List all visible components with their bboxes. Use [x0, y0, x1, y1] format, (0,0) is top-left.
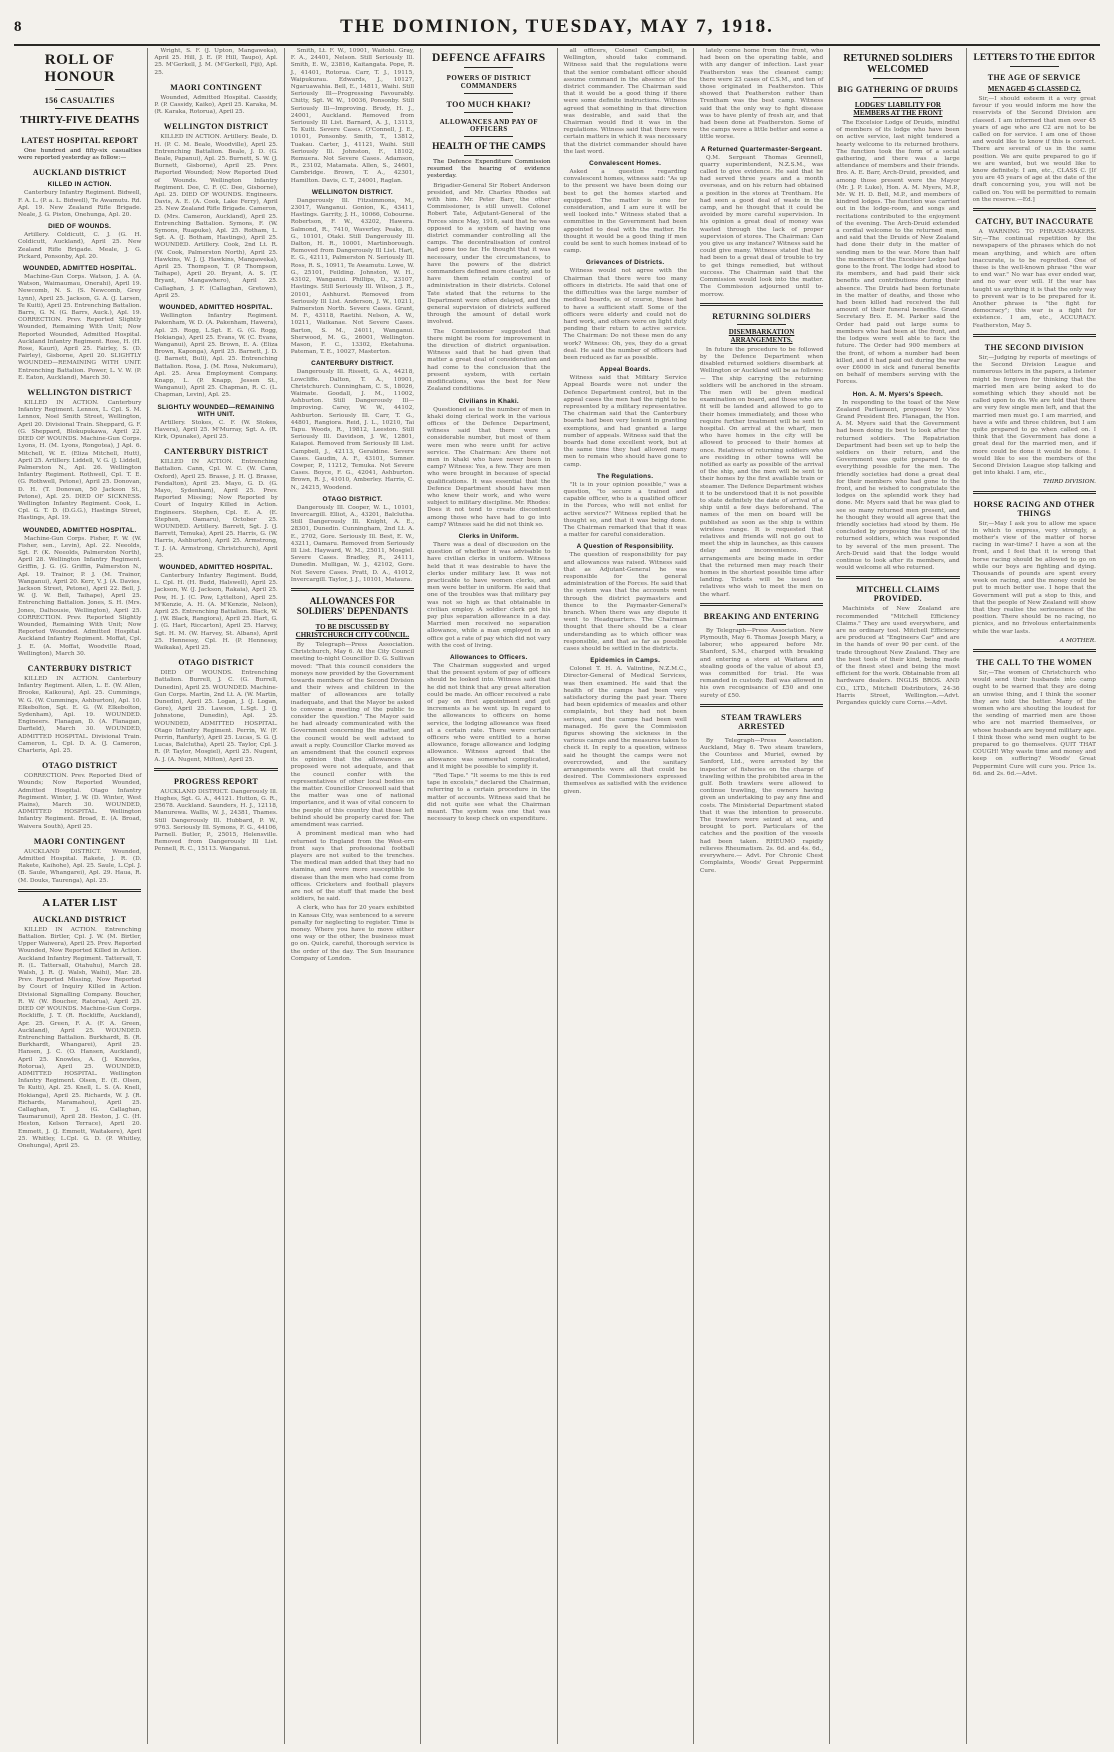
- columns: [12, 48, 1102, 1744]
- casualty-intro: One hundred and fifty-six casualties were reported yesterday as follow:—: [18, 148, 142, 162]
- canterbury-district-heading: CANTERBURY DISTRICT: [27, 663, 132, 673]
- column-6: lately come home from the front, who had been on the operating table, and with any danger of infection. Last year Featherston was the cleanest camp; there were 23 cases of C.S.M., and ten of those originated in Featherston. This showed that Featherston rather than Trentham was the best camp. Witness said that the only way to fight disease was to have plenty of fresh air, and that had been done at Featherston. Some of the camps were a little better and some a little worse. A Returned Quartermaster-Sergeant. Q.M. Sergeant Thomas Grennell, quarry superintendent, N.Z.S.M., was called to give evidence. He said that he had served three years and a month overseas, and on his return had obtained a position in the stores at Trentham. He had seen a good deal of waste in the camp, and he thought that it could be avoided by more careful supervision. In his opinion a great deal of money was wasted through the lack of proper supervision of stores. The Chairman: Can you give us any instance? Witness said he could give many. Witness stated that he had been to a great deal of trouble to try to get things remedied, but without success. The Chairman said that the Commission would look into the matter. The Commission adjourned until to-morrow. RETURNING SOLDIERS DISEMBARKATION ARRANGEMENTS. In future the procedure to be followed by the Defence Department when disabled returned soldiers disembark at Wellington or Auckland will be as follows:— The ship carrying the returning soldiers will be anchored in the stream. The men will be given medical examination on board, and those who are fit will be landed and allowed to go to their homes immediately, and those who require further treatment will be sent to hospital. On arrival at the wharf, men who have homes in the city will be allowed to proceed to their homes at once. Relatives of returning soldiers who are residing in other towns will be notified as early as possible of the arrival of the ship, and the men will be sent to their homes by the first available train or steamer. The Defence Department wishes it to be understood that it is not possible to state definitely the date of arrival of a ship until a few days beforehand. The names of the men on board will be published as soon as the ship is within wireless range. It is requested that relatives and friends will not go out to meet the ship in launches, as this causes delay and inconvenience. The arrangements are being made in order that the returned men may reach their homes in the shortest possible time after landing. Tickets will be issued to relatives who wish to meet the men on the wharf. BREAKING AND ENTERING By Telegraph—Press Association. New Plymouth, May 6. Thomas Joseph Mary, a laborer, who appeared before Mr. Stanford, S.M., charged with breaking and entering a store at Waitara and stealing goods of the value of about £5, was committed for trial. He was remanded in custody. Bail was allowed in his own recognisance of £50 and one surety of £50. STEAM TRAWLERS ARRESTED By Telegraph—Press Association. Auckland, May 6. Two steam trawlers, the Countess and Muriel, owned by Sanford, Ltd., were arrested by the inspector of fisheries on the charge of trawling within the prohibited area in the gulf. Both trawlers were allowed to continue trawling, the owners having given an undertaking to pay any fine and costs. The Ministerial Department stated that it was the intention to prosecute. The trawlers were seized at sea, and brought to port. Particulars of the catches and the position of the vessels had been taken. RHEUMO rapidly relieves Rheumatism. 2s. 6d. and 4s. 6d., everywhere.— Advt. For Chronic Chest Complaints, Woods' Great Peppermint Cure.: [694, 48, 830, 1744]
- column-3: Smith, Lt. F. W., 10901, Waitohi. Gray, F. A., 24401, Nelson. Still Seriously Ill. Smith, E. W., 23816, Kaitangata. Pope, R. J., 41401, Rotorua. Carr, T. J., 19115, Waipukurau. Edwards, J., 10127, Ngaruawahia. Bell, E., 14811, Waihi. Still Seriously Ill—Progressing Favourably. Chitty, Sgt. W. W., 10036, Ponsonby. Still Seriously Ill—Improving. Brody, H. J., 24001, Auckland. Removed from Seriously Ill List. Barnard, A. J., 13113, Te Kuiti. Severe Cases. O'Connell, J. E., 10101, Ponsonby. Smith, T., 13812, Tuakau. Carter, J., 41121, Waihi. Still Seriously Ill. Johnston, F., 18102, Remuera. Not Severe Cases. Adamson, R., 23102, Matamata. Allen, S., 24601, Cambridge. Brown, T. A., 42301, Hamilton. Davis, C. T., 24001, Raglan. WELLINGTON DISTRICT. Dangerously Ill. Fitzsimmons, M., 23017, Wanganui. Gonion, K., 43411, Hastings. Garrity, J. H., 10066, Cobourne. Robertson, F. W., 43202, Hawera. Salmond, R., 7410, Waverley. Peake, D. G., 10101, Otaki. Still Dangerously Ill. Dalton, H. R., 10001, Martinborough. Removed from Dangerously Ill List. Hart, E. G., 42111, Palmerston N. Seriously Ill. Ross, R. S., 10911, Te Awamutu. Lowe, W. G., 25101, Feilding. Johnston, W. H., 43102, Wanganui. Phillips, D., 23107, Hastings. Still Seriously Ill. Wilson, J. R., 20101, Ashhurst. Removed from Seriously Ill List. Anderson, J. W., 10211, Palmerston North. Severe Cases. Grant, M. F., 43118, Raetihi. Nelson, A. W., 10211, Waikanae. Not Severe Cases. Barton, S. M., 24011, Wanganui. Sherwood, M. G., 26001, Wellington. Mason, F. C., 13302, Eketahuna. Pateman, T. E., 10027, Masterton. CANTERBURY DISTRICT. Dangerously Ill. Rissett, G. A., 44218, Lowcliffe. Dalton, T. A., 10901, Christchurch. Cunningham, C. S., 18026, Waimate. Goodall, J. M., 11002, Ashburton. Still Dangerously Ill—Improving. Carey, W. W., 44102, Ashburton. Seriously Ill. Carr, T. G., 44801, Rangiora. Reid, J. L., 10210, Tai Tapu. Woods, R., 19812, Leeston. Still Seriously Ill. Davidson, J. W., 12801, Kaiapoi. Removed from Seriously Ill List. Campbell, J., 42113, Geraldine. Severe Cases. Gaudin, A. F., 43101, Sumner. Cowper, P., 11212, Temuka. Not Severe Cases. Boyce, F. G., 42041, Ashburton. Brown, R. J., 41010, Amberley. Harris, C. N., 24215, Woodend. OTAGO DISTRICT. Dangerously Ill. Cooper, W. L., 10101, Invercargill. Elliot, A., 43201, Balclutha. Still Dangerously Ill. Knight, A. E., 28301, Dunedin. Cunningham, 2nd Lt. A. E., 2702, Gore. Seriously Ill. Best, E. W., 43211, Oamaru. Removed from Seriously Ill List. Hayward, W. M., 25011, Mosgiel. Severe Cases. Bradley, R., 24111, Dunedin. Mulligan, W. J., 42102, Gore. Not Severe Cases. Pratt, D. A., 41012, Invercargill. Taylor, J. J., 10101, Mataura. ALLOWANCES FOR SOLDIERS' DEPENDANTS TO BE DISCUSSED BY CHRISTCHURCH CITY COUNCIL. By Telegraph—Press Association. Christchurch, May 6. At the City Council meeting to-night Councillor D. G. Sullivan moved: "That this council considers the moneys now provided by the Government towards members of the Second Division and their wives and children in the matter of allowances are totally inadequate, and that the Mayor be asked to convene a meeting of the public to consider the question." The Mayor said he had already communicated with the Government concerning the matter, and the council would be well advised to await a reply. Councillor Clarke moved as an amendment that the council express its opinion that the allowances as proposed were not adequate, and that the council confer with the representatives of other local bodies on the matter. Councillor Cresswell said that the matter was one of national importance, and it was of vital concern to the people of this country that those left behind should be properly cared for. The amendment was carried. A prominent medical man who had returned to England from the West-ern front says that professional football players are not suited to the trenches. The medical man added that they had no stamina, and were more susceptible to disease than the men who had come from offices. Cricketers and football players are not of the stuff that made the best soldiers, he said. A clerk, who has for 20 years exhibited in Kansas City, was sentenced to a severe penalty for neglecting to register. Time is money. Where you have to move either one way or the other, the business must go on. Quick, careful, thorough service is the order of the day. The Sun Insurance Company of London.: [285, 48, 421, 1744]
- wellington-district-heading: WELLINGTON DISTRICT: [27, 388, 132, 398]
- horse-racing-subhead: HORSE RACING AND OTHER THINGS: [973, 499, 1095, 518]
- returned-qm-sergeant: A Returned Quartermaster-Sergeant.: [700, 145, 823, 153]
- convalescent-homes: Convalescent Homes.: [589, 160, 662, 168]
- progress-report-heading: PROGRESS REPORT: [173, 776, 259, 786]
- civilians-in-khaki: Civilians in Khaki.: [458, 397, 520, 405]
- catchy-inaccurate-subhead: CATCHY, BUT INACCURATE: [975, 217, 1094, 227]
- allowances-to-officers: Allowances to Officers.: [450, 654, 528, 661]
- canterbury-district-heading-2: CANTERBURY DISTRICT: [163, 447, 269, 457]
- maori-contingent-heading-2: MAORI CONTINGENT: [170, 82, 262, 92]
- breaking-entering-heading: BREAKING AND ENTERING: [703, 611, 820, 621]
- call-women-subhead: THE CALL TO THE WOMEN: [976, 658, 1093, 667]
- later-list-heading: A LATER LIST: [42, 896, 118, 909]
- returned-soldiers-headline: RETURNED SOLDIERS WELCOMED: [843, 53, 953, 75]
- allowances-deck: TO BE DISCUSSED BY CHRISTCHURCH CITY COUNCIL.: [295, 623, 410, 640]
- third-division-signature: THIRD DIVISION.: [1042, 479, 1096, 486]
- lodges-deck: LODGES' LIABILITY FOR MEMBERS AT THE FRONT: [853, 101, 943, 117]
- powers-subhead: POWERS OF DISTRICT COMMANDERS: [446, 74, 531, 90]
- hospital-report-subhead: LATEST HOSPITAL REPORT: [21, 136, 139, 145]
- clerks-in-uniform: Clerks in Uniform.: [458, 532, 520, 540]
- masthead: [14, 10, 1100, 46]
- deaths-subhead: THIRTY-FIVE DEATHS: [20, 114, 140, 126]
- column-2: Wright, S. F. (J. Upton, Mangaweka), April 25. Hill, J. E. (P. Hill, Taupo), Apl. 25. M'Gerkell, J. M. (M'Gerkell, Fiji), Apl. 25. MAORI CONTINGENT Wounded, Admitted Hospital. Cassidy, P. (P. Cassidy, Kaiko), April 25. Karaka, M. (R. Karaka, Rotorua), April 25. WELLINGTON DISTRICT KILLED IN ACTION. Artillery. Beale, D. H. (P. C. M. Beale, Woodville), April 25. Entrenching Battalion. Beale, J. D. (G. Beale, Papanui), Apl. 25. Burnett, S. W. (J. Burnett, Gisborne), April 25. Prev. Reported Wounded; Now Reported Died of Wounds. Wellington Infantry Regiment. Dee, C. F. (C. Dee, Gisborne), Apl. 25. DIED OF WOUNDS. Engineers. Davis, A. E. (A. Cook, Lake Ferry), April 25. New Zealand Rifle Brigade. Cameron, D. (Mrs. Cameron, Auckland), April 25. Entrenching Battalion. Symons, F. (W. Symons, Ruapuke), Apl. 25. Rotham, L. Sgt. A. (J. Botham, Hastings), April 25. WOUNDED. Artillery. Cook, 2nd Lt. R. (W. Cook, Palmerston North), April 25. Hawkins, W. J. (J. Hawkins, Mangaweka), April 25. Thompson, T. (P. Thompson, Taihape), April 20. Bryant, A. S. (T. Bryant, Mangawhero), April 25. Callaghan, J. F. (Callaghan, Gretown), April 25. WOUNDED, ADMITTED HOSPITAL. Wellington Infantry Regiment. Pakenham, W. D. (A. Pakenham, Hawera), Apl. 25. Rogg, L.Sgt. E. G. (G. Rogg, Hokianga), April 25. Evans, W. (C. Evans, Wanganui), April 25. Brown, E. A. (Eliza Brown, Kaponga), April 25. Barnett, J. D. (J. Barnett, Bull), Apl. 25. Entrenching Battalion. Rosa, J. (M. Rosa, Nukumaru), Apl. 25. Area Employment Company. Knapp, L. (P. Knapp, Jessen St., Wanganui), April 25. Chapman, R. C. (L. Chapman, Levin), Apl. 25. SLIGHTLY WOUNDED—REMAINING WITH UNIT. Artillery. Stokes, C. F. (W. Stokes, Havera), April 25. M'Murray, Sgt. A. (R. Kirk, Opunake), April 25. CANTERBURY DISTRICT KILLED IN ACTION. Entrenching Battalion. Cann, Cpl. W. C. (W. Cann, Oxford), April 25. Brasse, J. H. (J. Brasse, Fendalton), April 25. Mayo, G. D. (G. Mayo, Sydenham), April 25. Prev. Reported Missing; Now Reported by Court of Inquiry Killed in Action. Engineers. Stephen, Cpl. E. A. (E. Stephen, Oamaru), October 25. WOUNDED. Artillery. Barrett, Sgt. J. (J. Barrett, Temuka), April 25. Harris, G. (W. Harris, Ashburton), April 25. Armstrong, T. J. (A. Armstrong, Christchurch), April 25. WOUNDED, ADMITTED HOSPITAL. Canterbury Infantry Regiment. Budd, L. Cpl. H. (H. Budd, Halswell), April 25. Jackson, W. (J. Jackson, Rakaia), April 25. Pow, H. J. (C. Pow, Lyttelton), April 25. M'Kenzie, A. H. (A. M'Kenzie, Nelson), April 25. Entrenching Battalion. Black, W. J. (W. Black, Rangiora), April 25. Hart, G. J. (G. Hart, Riccarton), April 25. Harvey, Sgt. H. M. (W. Harvey, St. Albans), April 25. Hennessy, Cpl. H. (P. Hennessy, Waikaka), April 25. OTAGO DISTRICT DIED OF WOUNDS. Entrenching Battalion. Burrell, J. C. (G. Burrell, Dunedin), April 25. WOUNDED. Machine-Gun Corps. Martin, 2nd Lt. A. (W. Martin, Dunedin), April 25. Logan, J. (J. Logan, Gore), April 25. Lawson, L.Sgt. J. (J. Johnstone, Dunedin), Apl. 25. WOUNDED, ADMITTED HOSPITAL. Otago Infantry Regiment. Perrin, W. (F. Perrin, Ranfurly), April 25. Lucas, S. G. (J. Lucas, Balclutha), April 25. Taylor, Cpl. J. R. (P. Taylor, Mosgiel), April 25. Nugent, A. J. (A. Nugent, Milton), April 25. PROGRESS REPORT AUCKLAND DISTRICT. Dangerously Ill. Hughes, Sgt. G. A., 44121. Hutton, G. R., 25678. Auckland. Saunders, H. J., 12118, Manurewa. Wallis, W. J., 24381, Thames. Still Dangerously Ill. Hubbard, P. W., 9763. Seriously Ill. Symons, F. G., 44106, Parnell. Butler, P., 25015, Helensville. Removed from Dangerously Ill List. Pennell, R. C., 15113. Wanganui.: [148, 48, 284, 1744]
- age-of-service-deck: MEN AGED 45 CLASSED C2.: [987, 85, 1081, 93]
- page-number: 8: [14, 18, 22, 35]
- mother-signature: A MOTHER.: [1059, 637, 1096, 644]
- masthead-title: THE DOMINION, TUESDAY, MAY 7, 1918.: [340, 16, 774, 37]
- defence-lead: The Defence Expenditure Commission resumed the hearing of evidence yesterday.: [427, 159, 551, 180]
- defence-affairs-headline: DEFENCE AFFAIRS: [431, 52, 546, 64]
- casualties-subhead: 156 CASUALTIES: [44, 96, 115, 105]
- maori-contingent-heading: MAORI CONTINGENT: [33, 836, 126, 846]
- the-regulations: The Regulations.: [597, 472, 654, 480]
- too-much-khaki-subhead: TOO MUCH KHAKI?: [446, 100, 532, 109]
- column-4: DEFENCE AFFAIRS POWERS OF DISTRICT COMMANDERS TOO MUCH KHAKI? ALLOWANCES AND PAY OF OFFICERS HEALTH OF THE CAMPS The Defence Expenditure Commission resumed the hearing of evidence yesterday. Brigadier-General Sir Robert Anderson presided, and Mr. Charles Rhodes sat with him. Mr. Peter Barr, the other Commissioner, is still unwell. Colonel Robert Tate, Adjutant-General of the Forces since May, 1916, said that he was opposed to a system of having one district commander controlling all the camps. The decentralisation of control had gone too far. He thought that it was necessary, under the circumstances, to have the powers of the district commanders defined more clearly, and to have them retain control of administration in their districts. Colonel Tate stated that the returns to the Department were often delayed, and the general supervision of districts suffered through the amount of detail work involved. The Commissioner suggested that there might be room for improvement in the direction of district organisation. Witness said that he had given that matter a great deal of consideration and had come to the conclusion that the present system, with certain modifications, was the best for New Zealand conditions. Civilians in Khaki. Questioned as to the number of men in khaki doing clerical work in the various offices of the Defence Department, witness said that there were a considerable number, but most of them were men who were unfit for active service. The Chairman: Are there not men in khaki who have never been in camp? Witness: Yes, a few. They are men who were brought in because of special qualifications. It was essential that the Defence Department should have men who knew their work, and who were subject to military discipline. Mr. Rhodes: Does it not tend to create discontent among those who have had to go into camp? Witness said he did not think so. Clerks in Uniform. There was a deal of discussion on the question of whether it was advisable to have civilian clerks in uniform. Witness held that it was desirable to have the clerks under military law. It was not practicable to have women clerks, and men were better in uniform. He said that one of the troubles was that military pay was not so high as that obtainable in civilian employ. A soldier clerk got his pay plus separation allowance in a day. Married men received no separation allowance, while a man employed in an office got a rate of pay which did not vary with the cost of living. Allowances to Officers. The Chairman suggested and urged that the present system of pay of officers should be looked into. Witness said that he did not think that any great alteration could be made. An officer received a rate of pay on first appointment and got increments as he went up. In regard to the allowances to officers on home service, the lodging allowance was fixed at a certain rate. There were certain officers who were entitled to a horse allowance, forage allowance and lodging allowance. Witness agreed that the allowance was somewhat complicated, and it might be possible to simplify it. "Red Tape." "It seems to me this is red tape in excelsis," declared the Chairman, referring to a certain procedure in the matter of accounts. Witness said that he did not quite see what the Chairman meant. The system was one that was necessary to keep check on expenditure.: [421, 48, 557, 1744]
- letters-editor-headline: LETTERS TO THE EDITOR: [973, 53, 1096, 63]
- wellington-district-heading-2: WELLINGTON DISTRICT: [163, 122, 269, 132]
- column-8: LETTERS TO THE EDITOR THE AGE OF SERVICE MEN AGED 45 CLASSED C2. Sir,—I should esteem it a very great favour if you would inform me how the reservists of the Second Division are classed. I am informed that men over 45 years of age who are C2 are not to be called on for service. I am one of those and would like to know if this is correct. There are several of us in the same position. We are quite prepared to go if we are wanted, but we would like to know definitely. I am, etc., CLASS C. [If you are 45 years of age at the date of the draft concerning you, you will not be called on. You will be permitted to remain on the reserve.—Ed.] CATCHY, BUT INACCURATE A WARNING TO PHRASE-MAKERS. Sir,—The continual repetition by the newspapers of the phrases which do not mean anything, and which are often inaccurate, is to be regretted. One of these is the well-known phrase "the war to end war." No war has ever ended war, and no war ever will. If the war has taught us anything it is that the only way to prevent war is to be prepared for it. Another phrase is "the fight for democracy"; this war is a fight for existence. I am, etc., ACCURACY. Featherston, May 5. THE SECOND DIVISION Sir,—Judging by reports of meetings of the Second Division League and numerous letters in the papers, a listener might be forgiven for thinking that the married men are being asked to do something which they should not be called upon to do. We are told that there are very few single men left, and that the married men must go. I am married, and have a wife and three children, but I am quite prepared to go when called on. I think that the Government has done a great deal for the married men, and if more could be done it would be done. I would like to see the members of the Second Division League stop talking and get into khaki. I am, etc., THIRD DIVISION. HORSE RACING AND OTHER THINGS Sir,—May I ask you to allow me space in which to express, very strongly, a mother's view of the matter of horse racing in war-time? I have a son at the front, and I feel that it is wrong that horse racing should be allowed to go on while our boys are fighting and dying. Thousands of pounds are spent every week on racing, and the money could be put to much better use. I hope that the Government will put a stop to this, and that the people of New Zealand will show that they realise the seriousness of the position. There should be no racing, no picnics, and no frivolous entertainments while the war lasts. A MOTHER. THE CALL TO THE WOMEN Sir,—The women of Christchurch who would send their husbands into camp ought to be warned that they are doing an unwise thing, and I think the sooner they are told the better. Many of the women who are shouting the loudest for the sending of married men are those who are not married themselves, or whose husbands are beyond military age. I think those who send men ought to be prepared to go themselves. QUIT THAT COUGH! Why waste time and money and keep on suffering? Woods' Great Peppermint Cure will cure you. Price 1s. 6d. and 2s. 6d.—Advt.: [972, 53, 1096, 777]
- allowances-headline: ALLOWANCES FOR SOLDIERS' DEPENDANTS: [296, 596, 409, 617]
- allowances-pay-subhead: ALLOWANCES AND PAY OF OFFICERS: [439, 119, 538, 133]
- otago-district-heading-2: OTAGO DISTRICT: [178, 658, 254, 668]
- grievances-of-districts: Grievances of Districts.: [585, 259, 665, 267]
- epidemics-in-camps: Epidemics in Camps.: [590, 657, 661, 665]
- killed-label: KILLED IN ACTION.: [47, 181, 112, 189]
- steam-trawlers-heading: STEAM TRAWLERS ARRESTED: [721, 712, 802, 731]
- second-division-subhead: THE SECOND DIVISION: [984, 342, 1084, 352]
- auckland-district-heading: AUCKLAND DISTRICT: [32, 168, 127, 178]
- question-of-responsibility: A Question of Responsibility.: [576, 543, 674, 551]
- myers-speech: Hon. A. M. Myers's Speech.: [852, 390, 944, 398]
- returning-soldiers-heading: RETURNING SOLDIERS: [712, 311, 811, 321]
- column-1: ROLL OF HONOUR 156 CASUALTIES THIRTY-FIVE DEATHS LATEST HOSPITAL REPORT One hundred and fifty-six casualties were reported yesterday as follow:— AUCKLAND DISTRICT KILLED IN ACTION. Canterbury Infantry Regiment. Bidwell, F. A. L. (P. a. L. Bidwell), Te Awamutu. Rd. Apl. 19. New Zealand Rifle Brigade. Neale, J. G. Piston, Onehunga, Apl. 20. DIED OF WOUNDS. Artillery. Coldicutt, C. J. (G. H. Coldicutt, Auckland), April 25. New Zealand Rifle Brigade. Meale, J. G. Pickard, Ponsonby, Apl. 20. WOUNDED, ADMITTED HOSPITAL. Machine-Gun Corps. Watson, J. A. (A. Watson, Waimaumau, Onerahi), April 19. Newcomb, N. S. (S. Newcomb, Grey Lynn), April 25. Jackson, G. A. (J. Larsen, Te Kuiti), April 25. Entrenching Battalion. Barrs, G. N. (G. Barrs, Auck.), Apl. 19. CORRECTION. Prev. Reported Slightly Wounded, Remaining With Unit; Now Reported Wounded, Admitted Hospital. Auckland Infantry Regiment. Rose, H. (H. Rose, Kauri), April 25. Fairley, S. (D. Fairley), Gisborne, April 20. SLIGHTLY WOUNDED—REMAINING WITH UNIT. Entrenching Battalion. Power, L. V. W. (P. E. Eaton, Auckland), March 30. WELLINGTON DISTRICT KILLED IN ACTION. Canterbury Infantry Regiment. Lennox, L. Cpl. S. M. Lennox, Noel Smith Street, Wellington, April 20. Divisional Train. Sheppard, G. F. (G. Sheppard, Blokupukawa, April 22. DIED OF WOUNDS. Machine-Gun Corps. Lyons, H. (M. Lyons, Rongotea), J Apl. 6. Mitchell, W. E. (Eliza Mitchell, Hutt), April 25. Artillery. Liddell, V. G. (J. Liddell, Palmerston N., Apl. 26. Wellington Infantry Regiment. Rothwell, Cpl. T. E. (G. Rothwell, Petone), April 25. Donovan, D. H. (T. Donovan, 50 Jackson St., Petone), Apl. 25. DIED OF SICKNESS. Wellington Infantry Regiment. Cook, L. Cpl. G. T. D. (D.G.G.), Hastings Street, Hastings, Apl. 19. WOUNDED, ADMITTED HOSPITAL. Machine-Gun Corps. Fisher, F. W. (W. Fisher, sen., Levin), Apl. 22. Neeolds, Sgt. F. (K. Neeolds, Palmerston North), April 28. Wellington Infantry Regiment. Griffin, J. G. (G. Griffin, Palmerston N., Apl. 19. Trainor, P. J. (M. Trainor, Wanganui), April 20. Kerr, V. J. (A. Davies, Jackson Street, Petone), April 22. Bell, J. W. (J. W. Bell, Taihape), April 25. Entrenching Battalion. Jones, S. H. (Mrs. Jones, Dalhousie, Wellington), April 25. CORRECTION. Prev. Reported Slightly Wounded, Remaining With Unit; Now Reported Wounded. Admitted Hospital. Auckland Infantry Regiment. Moffat, Cpl. J. E. (A. Moffat, Woodville Road, Wellington), March 30. CANTERBURY DISTRICT KILLED IN ACTION. Canterbury Infantry Regiment. Allen, L. E. (W. Allen, Brooke, Kaikoura), Apl. 25. Cummings, W. G. (W. Cummings, Ashburton), Apl. 10. Elkebolton, Sgt. E. G. (W. Elkebolton, Sydenham), Apl. 19. WOUNDED. Engineers. Flanagan, D. (A. Flanagan, Darfield), March 30. WOUNDED, ADMITTED HOSPITAL. Divisional Train. Cameron, L. Cpl. D. A. (J. Cameron, Charteris, Apl. 25. OTAGO DISTRICT CORRECTION. Prev. Reported Died of Wounds; Now Reported Wounded, Admitted Hospital. Otago Infantry Regiment. Winter, J. W. (D. Winter, West Plains), March 30. WOUNDED, ADMITTED HOSPITAL. Wellington Infantry Regiment. Broad, E. (A. Broad, Waivera South), April 25. MAORI CONTINGENT AUCKLAND DISTRICT. Wounded, Admitted Hospital. Rakete, J. R. (D. Rakete, Kaihohe), Apl. 25. Saule, L.Cpl. J. (B. Saule, Whangarei), Apl. 29. Haua, R. (M. Douks, Taurenga), Apl. 25. A LATER LIST AUCKLAND DISTRICT KILLED IN ACTION. Entrenching Battalion. Birtler, Cpl. J. W. (M. Birtler, Upper Waiwera), April 25. Prev. Reported Wounded, Now Reported Killed in Action. Auckland Infantry Regiment. Tattersall, T. R. (L. Tattersall, Otahuhu), March 28. Walsh, J. R. (J. Walsh, Waihi), Mar. 28. Prev. Reported Missing, Now Reported by Court of Inquiry Killed in Action. Divisional Signalling Company. Boucher, R. W. (W. Boucher, Ratorua), April 25. DIED OF WOUNDS. Machine-Gun Corps. Rockliffe, J. T. (R. Rockliffe, Auckland), Apr. 25. Green, F. A. (F. A. Green, Auckland), April 25. WOUNDED. Entrenching Battalion. Burkhardt, B. (R. Burkhardt, Whangarei), April 25. Hansen, J. C. (O. Hansen, Auckland), April 25. Knowles, A. (J. Knowles, Rotorua), April 25. WOUNDED, ADMITTED HOSPITAL. Wellington Infantry Regiment. Olsen, E. (E. Olsen, Te Kuiti), Apl. 25. Knell, L. S. (A. Knell, Hokianga), April 25. Richards, W. J. (R. Richards, Maramahou), April 25. Callaghan, T. J. (G. Callaghan, Taumarunui), April 28. Heston, J. C. (H. Heston, Kelson Terrace), April 20. Emmett, J. (J. Emmett, Waitakere), April 25. Whitley, L.Cpl. G. D. (P. Whitley, Onehunga), April 25.: [12, 48, 148, 1744]
- roll-of-honour-headline: ROLL OF HONOUR: [44, 52, 115, 85]
- wounded-label: WOUNDED, ADMITTED HOSPITAL.: [22, 265, 137, 273]
- age-of-service-subhead: THE AGE OF SERVICE: [987, 73, 1081, 82]
- died-of-wounds-label: DIED OF WOUNDS.: [48, 223, 112, 231]
- mitchell-claims-heading: MITCHELL CLAIMS PROVIDED.: [856, 585, 940, 604]
- appeal-boards: Appeal Boards.: [599, 366, 651, 374]
- otago-district-heading: OTAGO DISTRICT: [41, 761, 118, 771]
- column-5: all officers, Colonel Campbell, in Wellington, should take command. Witness said that the regulations were that the senior combatant officer should assume command in the absence of the district commander. The Chairman said that it would be a good thing if there were some definite instructions. Witness agreed that something in that direction was desirable, and said that the Chairman would find it was in the regulations. Witness said that there were certain matters in which it was necessary that the district commander should have the last word. Convalescent Homes. Asked a question regarding convalescent homes, witness said: "As up to the present we have been doing our best to get the homes started and equipped. The matter is one for consideration, and I am sure it will be well looked into." Witness stated that a committee in the Government had been appointed to deal with the matter. He thought it would be a good thing if men could be sent to such homes instead of to camp. Grievances of Districts. Witness would not agree with the Chairman that there were too many officers in districts. He said that one of the difficulties was the large number of medical boards, as of course, these had to have a sufficient staff. Some of the officers were elderly and could not do hard work, and others were on light duty pending their return to active service. The Chairman: Do not these men do any work? Witness: Oh, yes, they do a great deal. He said the number of officers had been reduced as far as possible. Appeal Boards. Witness said that Military Service Appeal Boards were not under the Defence Department control, but in the appeal cases the men had the right to be represented by a military representative. The chairman said that the Canterbury boards had been very lenient in granting exemptions, and had granted a large number of appeals. Witness said that the boards had done excellent work, but at the same time they had allowed many men to remain who should have gone to camp. The Regulations. "It is in your opinion possible," was a question, "to secure a trained and capable officer, who is a qualified officer in the Forces, who will not enlist for active service?" Witness replied that he thought so, and that it was being done. The Chairman remarked that that it was a matter for careful consideration. A Question of Responsibility. The question of responsibility for pay and allowances was raised. Witness said that as Adjutant-General he was responsible for the general administration of the Forces. He said that the system was that the accounts went through the district paymasters and thence to the Paymaster-General's branch. When there was any dispute it went to Headquarters. The Chairman thought that there should be a clear understanding as to which officer was responsible, and that as far as possible cases should be settled in the districts. Epidemics in Camps. Colonel T. H. A. Valintine, N.Z.M.C., Director-General of Medical Services, was then examined. He said that the health of the camps had been very satisfactory during the past year. There had been epidemics of measles and other complaints, but they had not been serious, and the camps had been well managed. He gave the Commission figures showing the sickness in the various camps and the measures taken to check it. In reply to a question, witness said he thought the camps were not overcrowded, and the sanitary arrangements were all that could be desired. The Commissioners expressed themselves as satisfied with the evidence given.: [558, 48, 694, 1744]
- druids-subhead: BIG GATHERING OF DRUIDS: [837, 85, 959, 94]
- health-camps-subhead: HEALTH OF THE CAMPS: [432, 142, 546, 152]
- column-7: RETURNED SOLDIERS WELCOMED BIG GATHERING OF DRUIDS LODGES' LIABILITY FOR MEMBERS AT THE FRONT The Excelsior Lodge of Druids, mindful of members of its lodge who have been on active service, last night tendered a hearty welcome to its returned brothers. The function took the form of a social gathering, and there was a large attendance of members and their friends. Bro. A. E. Barr, Arch-Druid, presided, and among those present were the Mayor (Mr. J. P. Luke), Hon. A. M. Myers, M.P., Mr. W. H. D. Bell, M.P., and members of kindred lodges. The function was carried out in the lodge-room, and songs and recitations contributed to the enjoyment of the evening. The Arch-Druid extended a cordial welcome to the returned men, and said that the Druids of New Zealand had done their duty in the matter of sending men to the war. More than half the members of the Excelsior Lodge had gone to the front. The lodge had stood to its members, and had paid their sick benefits and contributions during their absence. The Druids had been fortunate in the matter of deaths, and those who had been killed had received the full amount of their funeral benefits. Grand Secretary Bro. E. M. Parker said the Order had paid out large sums to members who had been at the front, and the lodges were well able to face the future. The Order had 900 members at the front, of whom a number had been killed, and it had paid out during the war over £6000 in sick and funeral benefits on behalf of members serving with the Forces. Hon. A. M. Myers's Speech. In responding to the toast of the New Zealand Parliament, proposed by Vice Grand President Bro. Flanagan, the Hon. A. M. Myers said that the Government had been doing its best to look after the returned soldiers. The Repatriation Department had been set up to help the soldiers on their return, and the Government was quite prepared to do everything possible for the men. The friendly societies had done a great deal for their members who had gone to the front, and he wished to congratulate the lodges on the splendid work they had done. Mr. Myers said that he was glad to see so many returned men present, and he thought they would all agree that the friendly societies had stood by them. He concluded by proposing the toast of the returned soldiers, which was responded to by several of the men present. The Arch-Druid said that the lodge would continue to look after its members, and would welcome all who returned. MITCHELL CLAIMS PROVIDED. Machinists of New Zealand are recommended "Mitchell Efficiency Claims." They are used everywhere, and are no ordinary tool. Mitchell Efficiency are produced at "Engineers Car" and are in the hands of over 90 per cent. of the trade throughout New Zealand. They are the best tools of their kind, being made of the finest steel and being the most efficient for the work. Obtainable from all hardware dealers. INGLIS BROS. AND CO., LTD., Mitchell Distributors, 24-36 Harris Street, Wellington.—Advt. Pergandes quickly cure Corns.—Advt.: [830, 48, 966, 1744]
- disembarkation-deck: DISEMBARKATION ARRANGEMENTS.: [728, 327, 795, 344]
